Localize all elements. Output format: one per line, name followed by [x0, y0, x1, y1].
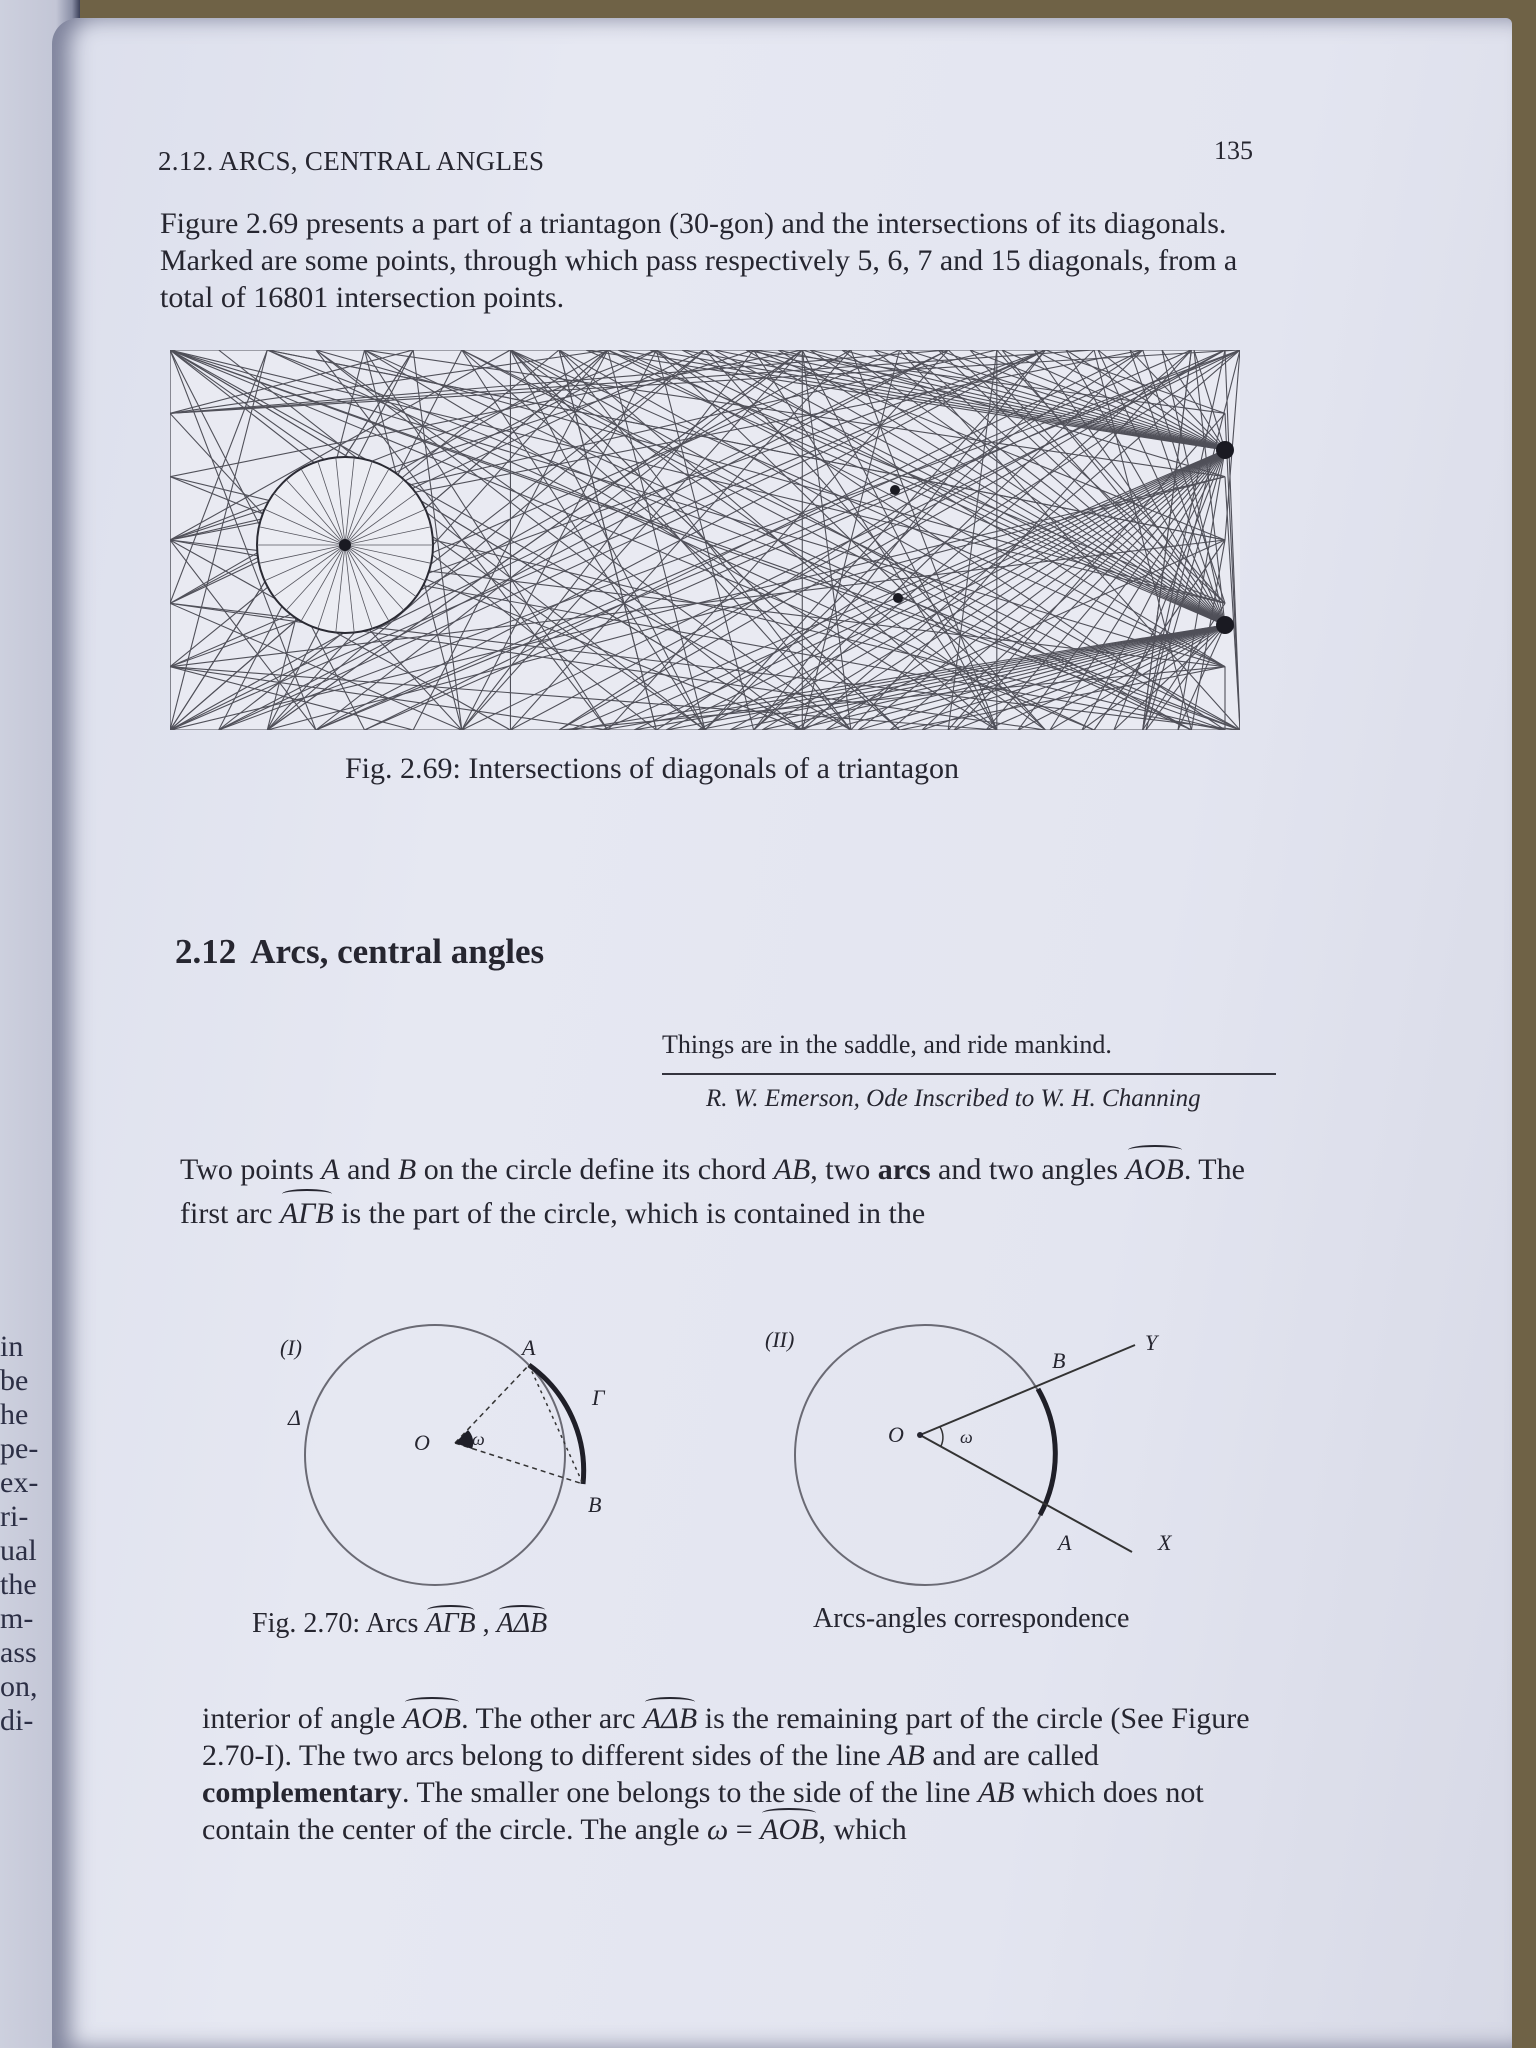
vertex-cluster	[1216, 441, 1234, 459]
label-Y: Y	[1145, 1330, 1158, 1355]
label-O: O	[414, 1430, 430, 1455]
label-Gamma: Γ	[592, 1385, 605, 1410]
label-omega: ω	[472, 1429, 485, 1449]
label-X: X	[1158, 1530, 1172, 1555]
panel-I-diagram	[280, 1325, 606, 1585]
math-angle-AOB: AOB	[402, 1702, 462, 1735]
label-panel-II: (II)	[765, 1327, 795, 1352]
epigraph-rule	[662, 1073, 1276, 1075]
text-run: =	[728, 1813, 761, 1846]
radius-OA	[455, 1365, 529, 1443]
fragment: he	[0, 1398, 29, 1431]
marked-point	[893, 593, 903, 603]
fragment: pe-	[0, 1432, 39, 1465]
math-arc-AGB: AΓB	[425, 1608, 476, 1639]
text-run: , two	[810, 1153, 878, 1186]
math-arc-AGB: AΓB	[280, 1192, 334, 1236]
text-run: which does not contain the center of the circle. The angle	[202, 1776, 1204, 1846]
figure-caption: Fig. 2.69: Intersections of diagonals of a triantagon	[345, 752, 960, 785]
fragment: di-	[0, 1704, 34, 1737]
label-A: A	[1058, 1530, 1072, 1555]
fragment: be	[0, 1364, 29, 1397]
math-omega: ω	[707, 1813, 729, 1846]
running-header: 2.12. ARCS, CENTRAL ANGLES	[158, 146, 545, 176]
text-run: ,	[475, 1608, 497, 1639]
previous-page-text-fragments	[0, 1330, 40, 1738]
figure-caption	[252, 1608, 547, 1640]
fragment: on,	[0, 1670, 38, 1703]
diagonal-line	[570, 625, 1225, 730]
panel-II-diagram	[765, 1325, 1173, 1585]
fragment: ex-	[0, 1466, 39, 1499]
ray-OX	[920, 1435, 1132, 1552]
epigraph-author: R. W. Emerson, Ode Inscribed to W. H. Channing	[706, 1085, 1201, 1112]
epigraph-quote: Things are in the saddle, and ride mankind.	[662, 1030, 1112, 1059]
diagonal-line	[1225, 413, 1240, 730]
term-arcs: arcs	[877, 1153, 931, 1186]
math-AB: AB	[773, 1153, 811, 1186]
label-B: B	[1052, 1348, 1066, 1373]
diagonal-line	[170, 350, 608, 413]
diagonal-line	[510, 350, 705, 730]
label-omega: ω	[960, 1427, 973, 1447]
arc-AB-bold	[1038, 1389, 1055, 1515]
math-AB: AB	[977, 1776, 1015, 1809]
intro-paragraph: Figure 2.69 presents a part of a triantagon (30-gon) and the intersections of its diagonals. Marked are some points, through which pass respectively 5, 6, 7 and 15 diagonals, from a total of 16801 intersection points.	[160, 207, 1238, 314]
text-run: is the remaining part of the circle (See Figure 2.70-I). The two arcs belong to different sides of the line	[202, 1702, 1250, 1772]
text-run: and are called	[924, 1739, 1099, 1772]
center-point	[339, 539, 351, 551]
label-panel-I: (I)	[280, 1335, 302, 1360]
text-run: . The smaller one belongs to the side of the line	[401, 1776, 978, 1809]
label-B: B	[588, 1492, 602, 1517]
text-run: on the circle define its chord	[416, 1153, 774, 1186]
math-B: B	[397, 1153, 417, 1186]
label-Delta: Δ	[288, 1405, 301, 1430]
text-run: and	[339, 1153, 398, 1186]
diagonal-line	[608, 350, 1225, 603]
text-run: is the part of the circle, which is contained in the	[333, 1197, 926, 1230]
paragraph-1	[180, 1148, 1280, 1236]
text-run: Fig. 2.70: Arcs	[252, 1608, 426, 1639]
text-run: . The first arc	[180, 1153, 1245, 1230]
fragment: in	[0, 1330, 24, 1363]
circle-II	[795, 1325, 1055, 1585]
section-title: Arcs, central angles	[250, 932, 545, 971]
fragment: ri-	[0, 1500, 29, 1533]
page-number: 135	[1214, 136, 1253, 165]
diagonal-line	[666, 625, 1225, 730]
section-heading	[175, 932, 544, 972]
math-AB: AB	[888, 1739, 925, 1772]
diagonal-line	[608, 350, 705, 730]
vertex-cluster	[1216, 616, 1234, 634]
paragraph-2	[202, 1700, 1282, 1848]
diagonal-line	[510, 350, 899, 730]
marked-point	[890, 485, 900, 495]
ray-OY	[920, 1345, 1135, 1435]
arcs-figure	[240, 1300, 1270, 1590]
center-O-II	[917, 1432, 923, 1438]
fragment: m-	[0, 1602, 34, 1635]
circle-I	[305, 1325, 565, 1585]
text-run: interior of angle	[202, 1702, 403, 1735]
diagonal-line	[1194, 350, 1225, 625]
fragment: ual	[0, 1534, 37, 1567]
label-A: A	[522, 1335, 536, 1360]
math-A: A	[321, 1153, 340, 1186]
fragment: ass	[0, 1636, 37, 1669]
term-complementary: complementary	[202, 1776, 402, 1809]
math-arc-ADB: AΔB	[642, 1702, 698, 1735]
text-run: Two points	[180, 1153, 322, 1186]
fragment: the	[0, 1568, 37, 1601]
angle-arc-II	[940, 1427, 943, 1446]
text-run: . The other arc	[461, 1702, 643, 1735]
triantagon-diagonals-figure	[170, 350, 1240, 730]
math-angle-AOB: AOB	[760, 1813, 819, 1846]
label-O: O	[888, 1422, 904, 1447]
text-run: and two angles	[930, 1153, 1126, 1186]
math-angle-AOB: AOB	[1126, 1148, 1184, 1192]
math-arc-ADB: AΔB	[496, 1608, 548, 1639]
section-number: 2.12	[175, 932, 237, 971]
figure-caption-right: Arcs-angles correspondence	[813, 1603, 1130, 1634]
text-run: , which	[818, 1813, 907, 1846]
